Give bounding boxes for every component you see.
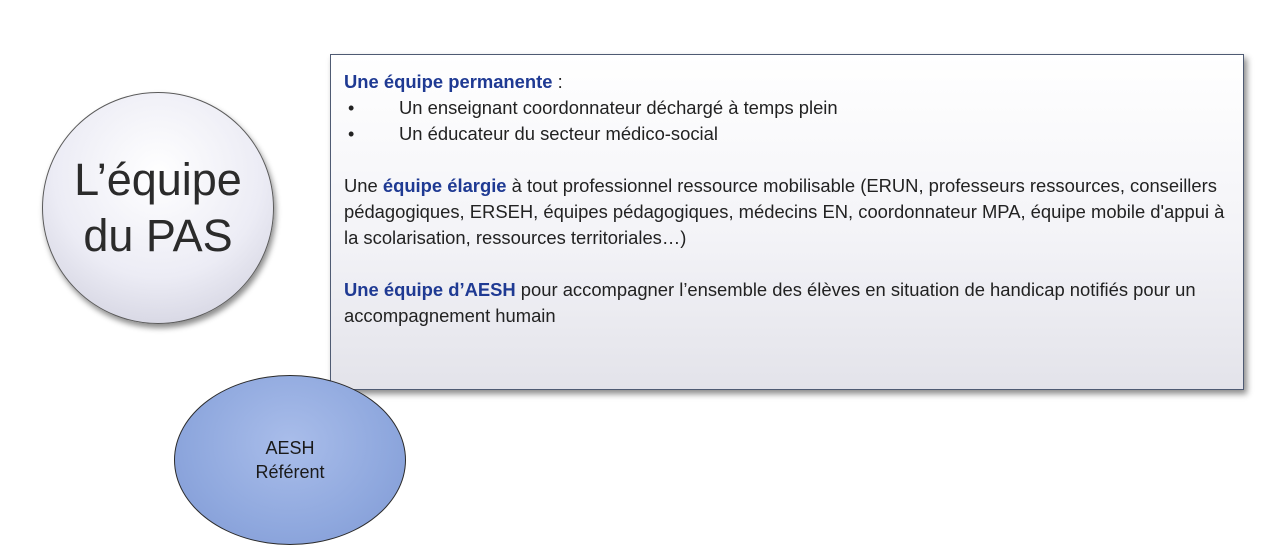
pas-team-circle-label: L’équipe du PAS (74, 154, 242, 261)
bullet-icon: • (348, 124, 355, 144)
extended-team-title: équipe élargie (382, 175, 507, 196)
list-item-text: Un éducateur du secteur médico-social (399, 123, 718, 144)
permanent-team-list (344, 95, 1233, 147)
bullet-icon: • (348, 98, 355, 118)
list-item-text: Un enseignant coordonnateur déchargé à temps plein (399, 97, 838, 118)
list-item (344, 121, 1233, 147)
extended-team-prefix: Une (344, 175, 383, 196)
aesh-referent-circle (174, 375, 406, 545)
aesh-team-text: pour accompagner l’ensemble des élèves en situation de handicap notifiés pour un accompagnement humain (344, 279, 1196, 326)
permanent-team-suffix: : (552, 71, 563, 92)
pas-team-description-box (330, 54, 1244, 390)
list-item (344, 95, 1233, 121)
aesh-team-paragraph (344, 277, 1233, 329)
aesh-referent-label: AESH Référent (255, 438, 325, 482)
permanent-team-heading (344, 69, 1233, 95)
pas-team-circle (42, 92, 274, 324)
extended-team-paragraph (344, 173, 1233, 251)
permanent-team-title: Une équipe permanente (344, 71, 553, 92)
extended-team-text: à tout professionnel ressource mobilisable (ERUN, professeurs ressources, conseillers pédagogiques, ERSEH, équipes pédagogiques, médecins EN, coordonnateur MPA, équipe mobile d'appui à la scolarisation, ressources territoriales…) (344, 175, 1225, 248)
aesh-team-title: Une équipe d’AESH (344, 279, 516, 300)
